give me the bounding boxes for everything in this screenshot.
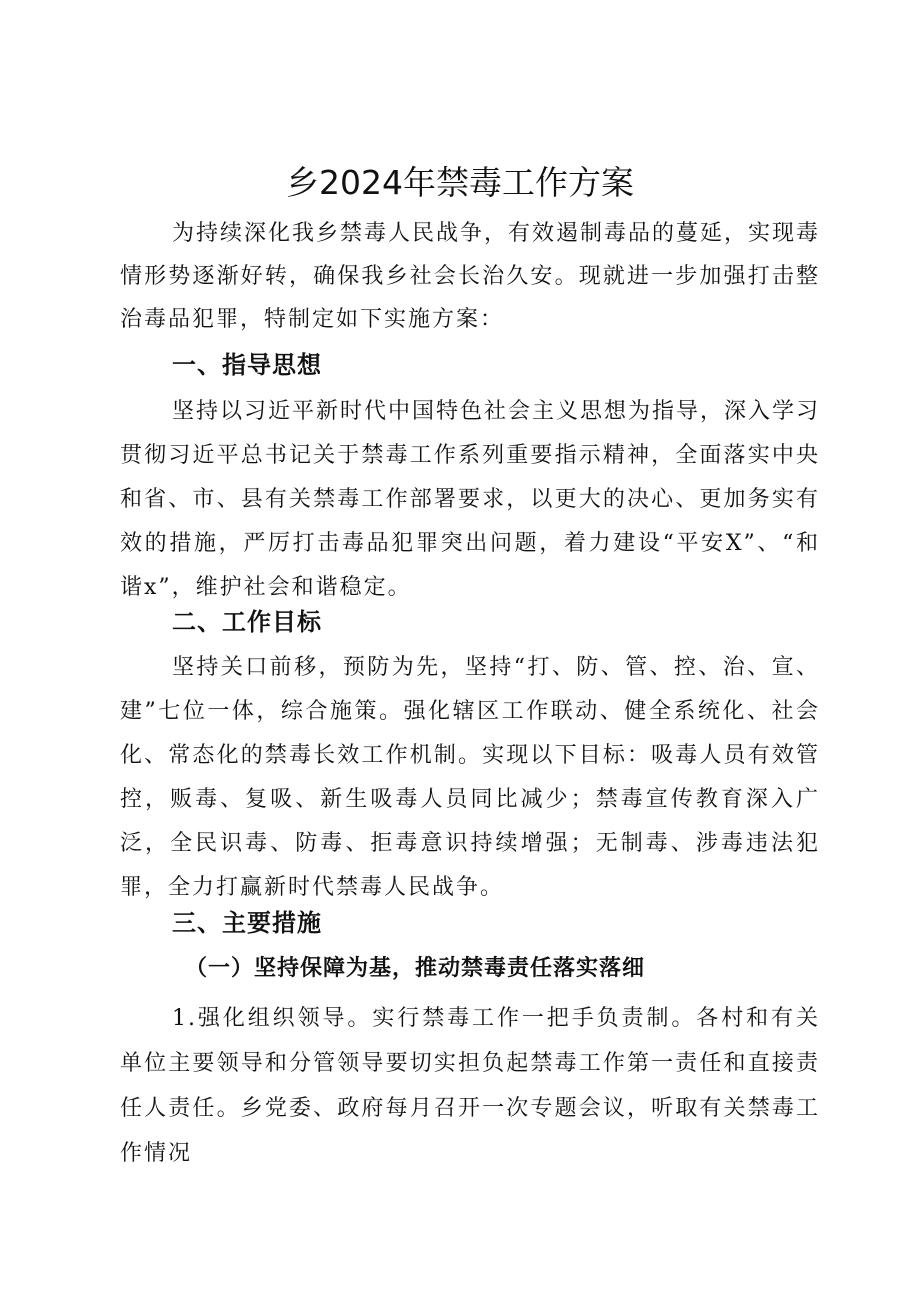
- section-heading-main-measures: 三、主要措施: [172, 909, 322, 937]
- intro-paragraph: 为持续深化我乡禁毒人民战争，有效遏制毒品的蔓延，实现毒情形势逐渐好转，确保我乡社会长治久安。现就进一步加强打击整治毒品犯罪，特制定如下实施方案：: [120, 221, 821, 332]
- section-body-work-goals: 坚持关口前移，预防为先，坚持“打、防、管、控、治、宣、建”七位一体，综合施策。强化辖区工作联动、健全系统化、社会化、常态化的禁毒长效工作机制。实现以下目标：吸毒人员有效管控，贩毒、复吸、新生吸毒人员同比减少；禁毒宣传教育深入广泛，全民识毒、防毒、拒毒意识持续增强；无制毒、涉毒违法犯罪，全力打赢新时代禁毒人民战争。: [120, 655, 820, 900]
- section-body-main-measures: 1.强化组织领导。实行禁毒工作一把手负责制。各村和有关单位主要领导和分管领导要切实担负起禁毒工作第一责任和直接责任人责任。乡党委、政府每月召开一次专题会议，听取有关禁毒工作情况: [120, 1006, 820, 1166]
- section-heading-guiding-ideology: 一、指导思想: [172, 351, 322, 379]
- document-title: 乡2024年禁毒工作方案: [286, 163, 634, 202]
- section-body-guiding-ideology: 坚持以习近平新时代中国特色社会主义思想为指导，深入学习贯彻习近平总书记关于禁毒工作系列重要指示精神，全面落实中央和省、市、县有关禁毒工作部署要求，以更大的决心、更加务实有效的措施，严厉打击毒品犯罪突出问题，着力建设“平安X”、“和谐x”，维护社会和谐稳定。: [120, 399, 821, 600]
- subsection-heading-guarantee: （一）坚持保障为基，推动禁毒责任落实落细: [185, 955, 646, 981]
- section-heading-work-goals: 二、工作目标: [172, 608, 322, 636]
